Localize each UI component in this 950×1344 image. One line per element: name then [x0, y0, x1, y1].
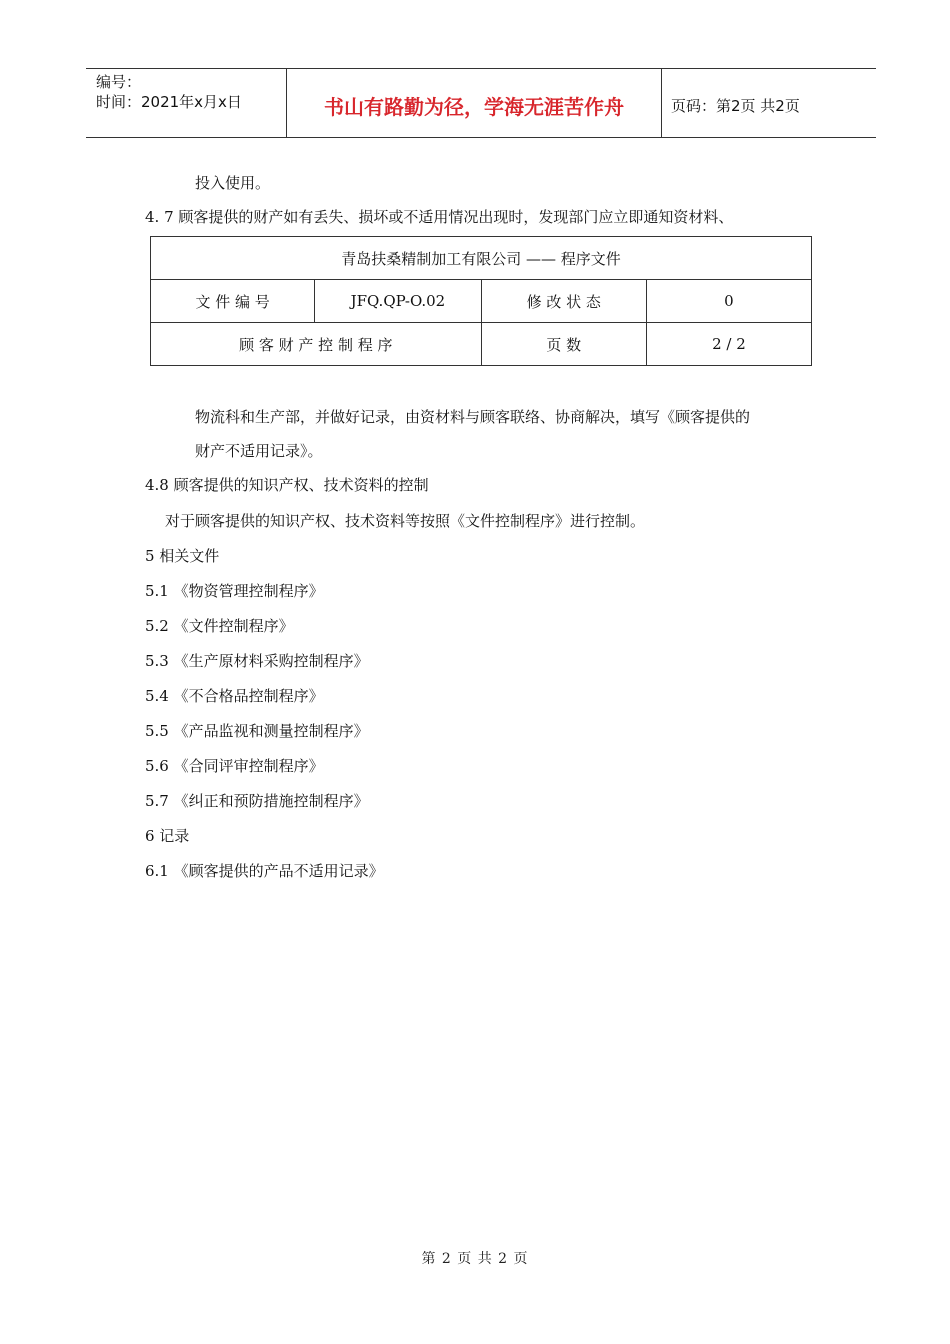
section-5-heading: 5 相关文件: [145, 547, 220, 565]
reference-item: 5.3 《生产原材料采购控制程序》: [145, 652, 369, 670]
clause-4-7: 4. 7 顾客提供的财产如有丢失、损坏或不适用情况出现时，发现部门应立即通知资材料、: [145, 208, 734, 226]
revision-label: 修 改 状 态: [481, 280, 646, 323]
procedure-name: 顾 客 财 产 控 制 程 序: [151, 323, 482, 366]
document-number: 编号：: [96, 73, 142, 91]
reference-item: 5.7 《纠正和预防措施控制程序》: [145, 792, 369, 810]
section-6-heading: 6 记录: [145, 827, 190, 845]
reference-item: 5.2 《文件控制程序》: [145, 617, 294, 635]
clause-4-8-text: 对于顾客提供的知识产权、技术资料等按照《文件控制程序》进行控制。: [165, 512, 646, 530]
page-footer: 第 2 页 共 2 页: [421, 1251, 529, 1267]
reference-item: 5.4 《不合格品控制程序》: [145, 687, 324, 705]
header-motto: 书山有路勤为径，学海无涯苦作舟: [324, 95, 624, 119]
header-page-cell: [661, 69, 876, 137]
revision-value: 0: [646, 280, 811, 323]
document-control-table: [150, 236, 812, 366]
document-date: 时间：2021年x月x日: [96, 93, 242, 111]
page-header: [86, 68, 876, 138]
clause-4-8-heading: 4.8 顾客提供的知识产权、技术资料的控制: [145, 476, 429, 494]
record-item: 6.1 《顾客提供的产品不适用记录》: [145, 862, 384, 880]
header-meta-cell: [86, 69, 286, 137]
reference-item: 5.6 《合同评审控制程序》: [145, 757, 324, 775]
pages-value: 2 / 2: [646, 323, 811, 366]
reference-item: 5.1 《物资管理控制程序》: [145, 582, 324, 600]
clause-4-7-continued-1: 物流科和生产部，并做好记录，由资材料与顾客联络、协商解决，填写《顾客提供的: [195, 408, 751, 426]
file-number-label: 文 件 编 号: [151, 280, 315, 323]
company-title: 青岛扶桑精制加工有限公司 —— 程序文件: [151, 237, 812, 280]
header-motto-cell: [286, 69, 662, 137]
reference-item: 5.5 《产品监视和测量控制程序》: [145, 722, 369, 740]
header-page-number: 页码：第2页 共2页: [671, 97, 800, 115]
file-number-value: JFQ.QP-O.02: [315, 280, 481, 323]
clause-4-7-continued-2: 财产不适用记录》。: [195, 442, 323, 460]
continuation-line: 投入使用。: [195, 174, 271, 192]
pages-label: 页 数: [481, 323, 646, 366]
